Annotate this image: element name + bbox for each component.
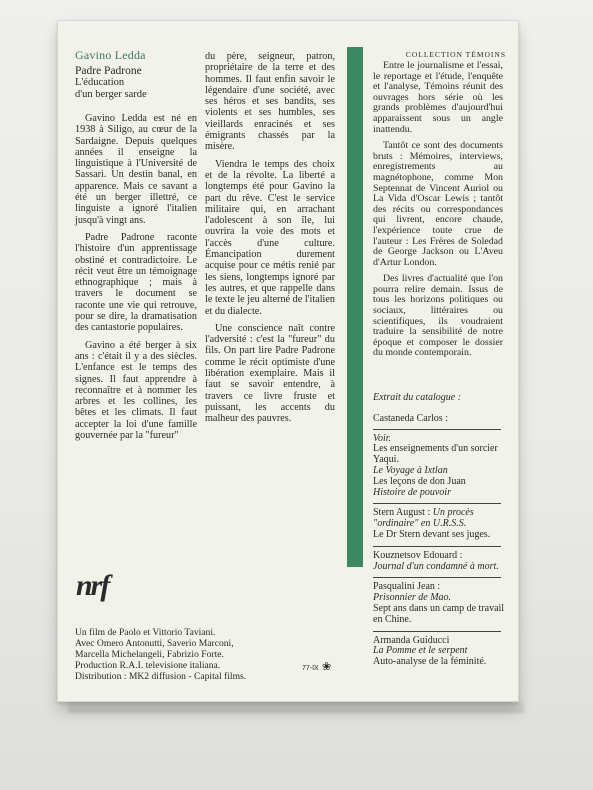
paragraph: Entre le journalisme et l'essai, le reportage et l'étude, l'enquête et l'analyse, Témoins réunit des ouvrages hors série où les grands problèmes d'aujourd'hui apparaissent sous un angle inattendu. <box>373 60 503 135</box>
catalogue-title: Histoire de pouvoir <box>373 486 451 498</box>
film-credits <box>75 627 275 682</box>
text-column-2 <box>205 51 335 431</box>
divider <box>373 503 501 504</box>
catalogue-title: Le Voyage à Ixtlan <box>373 464 448 476</box>
author-name: Gavino Ledda <box>75 48 146 62</box>
publisher-mark-icon: ❀ <box>322 661 332 673</box>
catalogue-title: La Pomme et le serpent <box>373 645 468 657</box>
catalogue-author: Kouznetsov Edouard : <box>373 549 463 561</box>
collection-description <box>373 61 503 365</box>
catalogue-title: Le Dr Stern devant ses juges. <box>373 528 491 540</box>
catalogue-author: Armanda Guiducci <box>373 634 450 646</box>
catalogue-extract <box>373 393 505 673</box>
catalogue-title: Sept ans dans un camp de travail en Chine. <box>373 602 505 625</box>
catalogue-entry <box>373 636 505 668</box>
catalogue-entry <box>373 582 505 625</box>
catalogue-title: Prisonnier de Mao. <box>373 592 452 604</box>
catalogue-title: Auto-analyse de la féminité. <box>373 656 487 668</box>
credit-line: Distribution : MK2 diffusion - Capital films. <box>75 671 247 682</box>
catalogue-title: Les enseignements d'un sorcier Yaqui. <box>373 443 498 466</box>
book-title: Padre Padrone <box>75 65 142 77</box>
paragraph: Une conscience naît contre l'adversité : c'est la "fureur" du fils. On part lire Padre Padrone comme le récit optimiste d'une libération exemplaire. Mais il faut se savoir entendre, à travers ce livre fruste et puissant, les accents du malheur des pauvres. <box>205 322 335 425</box>
collection-title: COLLECTION TÉMOINS <box>405 50 506 59</box>
catalogue-entry <box>373 508 505 540</box>
divider <box>373 546 501 547</box>
catalogue-heading: Extrait du catalogue : <box>373 392 462 403</box>
book-subtitle-2: d'un berger sarde <box>75 89 147 100</box>
catalogue-entry <box>373 551 505 573</box>
nrf-logo: nrf <box>76 569 109 602</box>
credit-line: Marcella Michelangeli, Fabrizio Forte. <box>75 649 224 660</box>
text-column-1 <box>75 113 197 447</box>
printing-code: 77-IX <box>302 665 319 672</box>
catalogue-author: Castaneda Carlos : <box>373 412 448 424</box>
catalogue-author: Stern August : <box>373 507 431 519</box>
catalogue-entry <box>373 414 505 499</box>
divider <box>373 631 501 632</box>
paragraph: Gavino a été berger à six ans : c'était il y a des siècles. L'enfance est le temps des signes. Il faut apprendre à reconnaître et à nommer les arbres et les collines, les bêtes et les climats. Il faut accepter la loi d'une famille gouvernée par la "fureur" <box>75 339 197 442</box>
book-title-block <box>75 65 147 101</box>
paragraph: Des livres d'actualité que l'on pourra relire demain. Issus de tous les horizons politiques ou sociaux, littéraires ou scientifiques, ils voudraient traduire la sensibilité de notre époque et composer le dossier du monde contemporain. <box>373 273 503 359</box>
divider <box>373 429 501 430</box>
catalogue-title: Journal d'un condamné à mort. <box>373 560 499 572</box>
catalogue-title: Voir. <box>373 432 392 444</box>
book-back-cover <box>57 20 519 702</box>
catalogue-title: Un procès "ordinaire" en U.R.S.S. <box>373 507 474 530</box>
credit-line: Un film de Paolo et Vittorio Taviani. <box>75 627 216 638</box>
paragraph: Gavino Ledda est né en 1938 à Siligo, au cœur de la Sardaigne. Depuis quelques années il enseigne la linguistique à l'Université de Sassari. Un destin banal, en apparence. Mais ce savant a été un berger illettré, ce linguiste a ignoré l'italien jusqu'à vingt ans. <box>75 113 197 226</box>
paragraph: du père, seigneur, patron, propriétaire de la terre et des hommes. Il faut enfin savoir le légendaire d'une société, avec ses héros et ses bandits, ses violents et ses humbles, ses vieillards enracinés et ses émigrants chassés par la misère. <box>205 51 335 153</box>
paragraph: Padre Padrone raconte l'histoire d'un apprentissage obstiné et contradictoire. Le récit veut être un témoignage ethnographique ; mais à travers le document se raconte une vie qui retrouve, pour se dire, la dramatisation des cantastorie populaires. <box>75 231 197 334</box>
catalogue-title: Les leçons de don Juan <box>373 475 466 487</box>
paragraph: Viendra le temps des choix et de la révolte. La liberté a longtemps été pour Gavino la part du rêve. C'est le service militaire qui, en arrachant l'adolescent à son île, lui ouvrira la voie des mots et l'accès d'une culture. Émancipation durement acquise pour ce métis renié par les siens, longtemps ignoré par les autres, et que rappelle dans le texte le jeu alterné de l'italien et du dialecte. <box>205 158 335 317</box>
catalogue-author: Pasqualini Jean : <box>373 581 441 593</box>
credit-line: Production R.A.I. televisione italiana. <box>75 660 221 671</box>
divider <box>373 577 501 578</box>
paragraph: Tantôt ce sont des documents bruts : Mémoires, interviews, enregistrements au magnétophone, comme Mon Septennat de Vincent Auriol ou La Vida d'Oscar Lewis ; tantôt des récits ou correspondances qui livrent, encore chaude, l'expérience toute crue de l'auteur : Les Frères de Soledad de George Jackson ou L'Aveu d'Artur London. <box>373 140 503 268</box>
green-stripe <box>347 47 363 567</box>
book-subtitle-1: L'éducation <box>75 77 125 88</box>
credit-line: Avec Omero Antonutti, Saverio Marconi, <box>75 638 234 649</box>
